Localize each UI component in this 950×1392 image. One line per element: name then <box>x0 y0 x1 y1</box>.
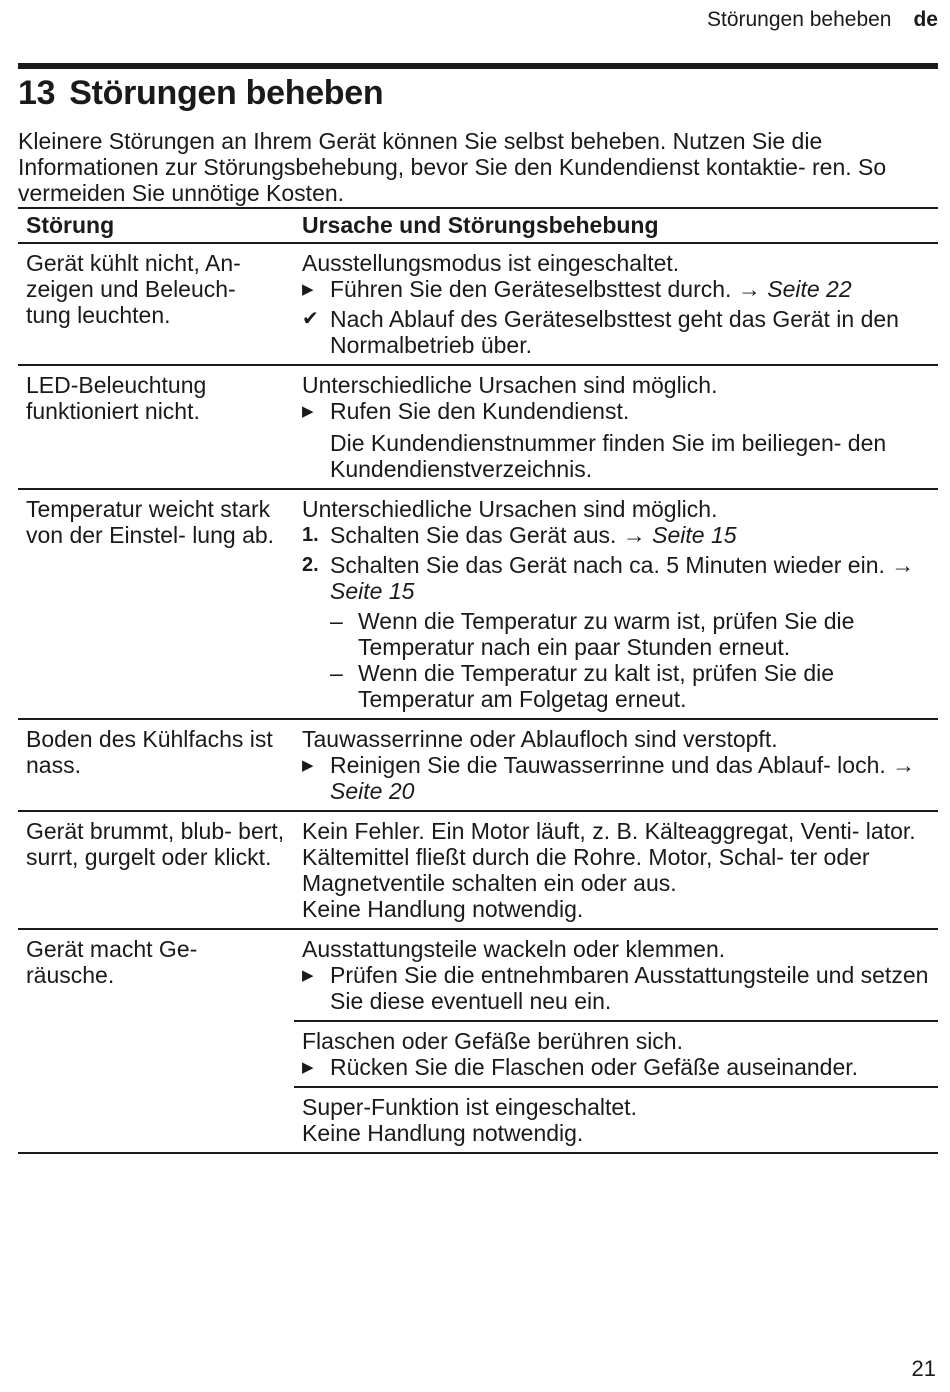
note-text: Keine Handlung notwendig. <box>302 1120 584 1146</box>
action-step: ▶ Reinigen Sie die Tauwasserrinne und das Ablauf- loch. → Seite 20 <box>302 752 916 804</box>
page-reference-link[interactable]: Seite 20 <box>330 778 415 804</box>
cause-cell <box>294 929 938 1021</box>
chapter-heading <box>18 74 383 113</box>
note-text: Die Kundendienstnummer finden Sie im beiliegen- den Kundendienstverzeichnis. <box>330 430 887 482</box>
checkmark-icon: ✔ <box>302 308 319 330</box>
table-row <box>18 365 938 489</box>
numbered-step: 2. Schalten Sie das Gerät nach ca. 5 Minuten wieder ein. → Seite 15 <box>302 552 915 604</box>
triangle-bullet-icon: ▶ <box>302 967 314 984</box>
cause-cell <box>294 719 938 811</box>
cause-text: Unterschiedliche Ursachen sind möglich. <box>302 496 718 522</box>
fault-cell: Temperatur weicht stark von der Einstel- lung ab. <box>18 489 294 719</box>
dash-item: – Wenn die Temperatur zu kalt ist, prüfen Sie die Temperatur am Folgetag erneut. <box>330 660 835 712</box>
fault-cell: Gerät brummt, blub- bert, surrt, gurgelt oder klickt. <box>18 811 294 929</box>
running-header-section: Störungen beheben <box>706 8 892 31</box>
arrow-right-icon: → <box>891 552 915 578</box>
arrow-right-icon: → <box>737 276 761 302</box>
troubleshooting-table <box>18 207 938 1154</box>
action-step: ▶ Rücken Sie die Flaschen oder Gefäße auseinander. <box>302 1054 859 1080</box>
language-code: de <box>913 8 938 31</box>
step-number: 2. <box>302 554 319 576</box>
fault-cell: Gerät kühlt nicht, An- zeigen und Beleuch- tung leuchten. <box>18 243 294 365</box>
page-reference-link[interactable]: Seite 15 <box>652 522 737 548</box>
triangle-bullet-icon: ▶ <box>302 757 314 774</box>
arrow-right-icon: → <box>892 752 916 778</box>
cause-cell <box>294 365 938 489</box>
dash-bullet-icon: – <box>330 608 343 634</box>
cause-text: Kein Fehler. Ein Motor läuft, z. B. Kälteaggregat, Venti- lator. Kältemittel fließt durch die Rohre. Motor, Schal- ter oder Magnetventile schalten ein oder aus. <box>302 818 916 896</box>
dash-item: – Wenn die Temperatur zu warm ist, prüfen Sie die Temperatur nach ein paar Stunden erneut. <box>330 608 855 660</box>
intro-paragraph: Kleinere Störungen an Ihrem Gerät können Sie selbst beheben. Nutzen Sie die Informationen zur Störungsbehebung, bevor Sie den Kundendienst kontaktie- ren. So vermeiden Sie unnötige Kosten. <box>18 128 887 206</box>
chapter-title: Störungen beheben <box>69 74 384 112</box>
triangle-bullet-icon: ▶ <box>302 1059 314 1076</box>
table-row <box>18 719 938 811</box>
column-header-fault: Störung <box>18 208 294 243</box>
action-step: ▶ Führen Sie den Geräteselbsttest durch. → Seite 22 <box>302 276 852 302</box>
cause-text: Super-Funktion ist eingeschaltet. <box>302 1094 637 1120</box>
triangle-bullet-icon: ▶ <box>302 403 314 420</box>
table-row <box>18 929 938 1021</box>
result-step: ✔ Nach Ablauf des Geräteselbsttest geht das Gerät in den Normalbetrieb über. <box>302 306 899 358</box>
cause-text: Ausstattungsteile wackeln oder klemmen. <box>302 936 726 962</box>
numbered-step: 1. Schalten Sie das Gerät aus. → Seite 15 <box>302 522 737 548</box>
cause-cell <box>294 243 938 365</box>
column-header-cause: Ursache und Störungsbehebung <box>294 208 938 243</box>
cause-cell <box>294 811 938 929</box>
action-step: ▶ Rufen Sie den Kundendienst. <box>302 398 630 424</box>
fault-cell: Gerät macht Ge- räusche. <box>18 929 294 1153</box>
table-row <box>18 489 938 719</box>
table-row <box>18 811 938 929</box>
page-reference-link[interactable]: Seite 22 <box>767 276 852 302</box>
cause-text: Flaschen oder Gefäße berühren sich. <box>302 1028 683 1054</box>
cause-text: Unterschiedliche Ursachen sind möglich. <box>302 372 718 398</box>
chapter-rule <box>18 63 938 69</box>
page-reference-link[interactable]: Seite 15 <box>330 578 415 604</box>
dash-bullet-icon: – <box>330 660 343 686</box>
fault-cell: LED-Beleuchtung funktioniert nicht. <box>18 365 294 489</box>
page-number: 21 <box>911 1356 936 1381</box>
triangle-bullet-icon: ▶ <box>302 281 314 298</box>
fault-cell: Boden des Kühlfachs ist nass. <box>18 719 294 811</box>
cause-cell <box>294 1087 938 1153</box>
note-text: Keine Handlung notwendig. <box>302 896 584 922</box>
cause-text: Ausstellungsmodus ist eingeschaltet. <box>302 250 680 276</box>
cause-text: Tauwasserrinne oder Ablaufloch sind verstopft. <box>302 726 778 752</box>
chapter-number: 13 <box>18 74 56 112</box>
arrow-right-icon: → <box>622 522 646 548</box>
table-header-row <box>18 208 938 243</box>
cause-cell <box>294 489 938 719</box>
action-step: ▶ Prüfen Sie die entnehmbaren Ausstattungsteile und setzen Sie diese eventuell neu ein. <box>302 962 929 1014</box>
step-number: 1. <box>302 524 319 546</box>
cause-cell <box>294 1021 938 1087</box>
table-row <box>18 243 938 365</box>
running-header <box>707 8 938 32</box>
